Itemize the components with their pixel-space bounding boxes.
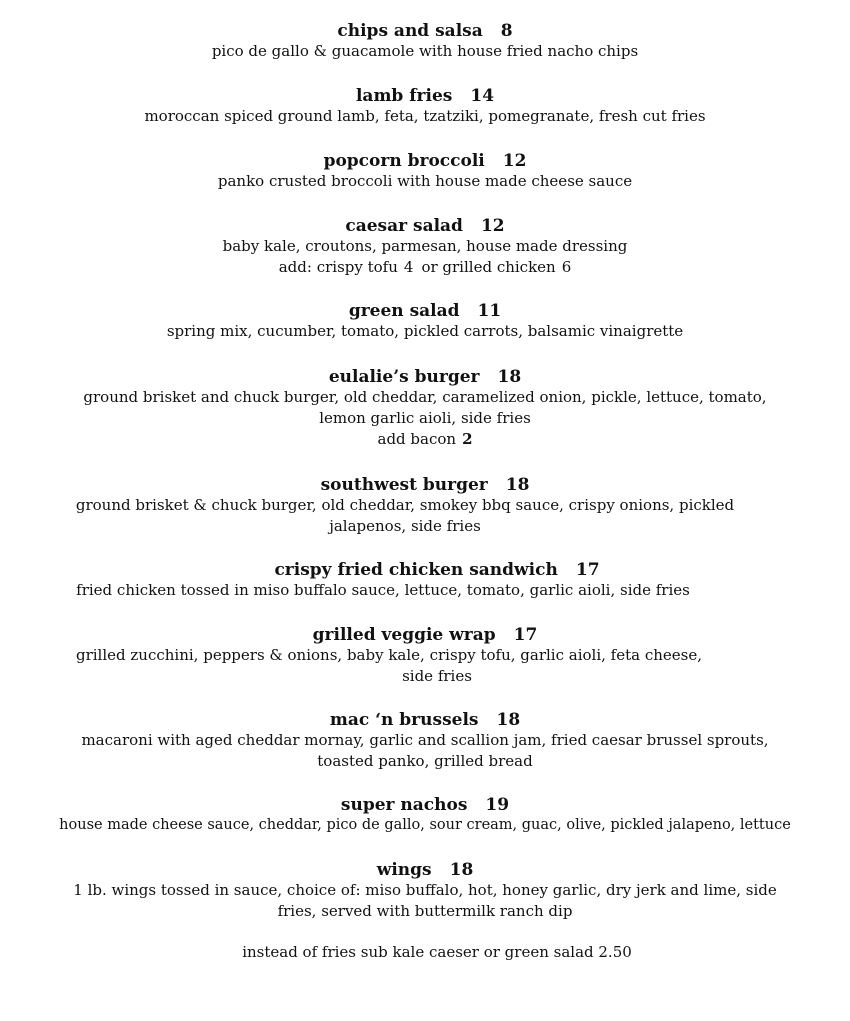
menu-item-green-salad xyxy=(0,301,850,342)
item-title xyxy=(0,301,850,321)
menu-item-popcorn-broccoli xyxy=(0,151,850,192)
menu-item-eulalies-burger xyxy=(0,367,850,450)
item-title xyxy=(0,560,850,580)
item-price: 18 xyxy=(449,860,474,880)
item-description: toasted panko, grilled bread xyxy=(317,752,533,770)
item-name: grilled veggie wrap xyxy=(312,625,496,645)
menu-item-wings xyxy=(0,860,850,922)
item-description: panko crusted broccoli with house made cheese sauce xyxy=(217,172,633,190)
item-description: fried chicken tossed in miso buffalo sauce, lettuce, tomato, garlic aioli, side fries xyxy=(76,581,690,599)
item-description: grilled zucchini, peppers & onions, baby kale, crispy tofu, garlic aioli, feta cheese, xyxy=(75,646,702,664)
item-name: wings xyxy=(376,860,432,880)
menu-item-caesar-salad xyxy=(0,216,850,278)
item-price: 18 xyxy=(497,367,522,387)
item-title xyxy=(0,860,850,880)
item-name: crispy fried chicken sandwich xyxy=(274,560,558,580)
menu-item-mac-n-brussels xyxy=(0,710,850,772)
item-price: 18 xyxy=(505,475,530,495)
item-addons xyxy=(0,257,850,278)
item-price: 11 xyxy=(477,301,502,321)
item-title xyxy=(0,795,850,815)
item-price: 12 xyxy=(502,151,527,171)
item-description: lemon garlic aioli, side fries xyxy=(319,409,531,427)
item-price: 17 xyxy=(575,560,600,580)
item-title xyxy=(0,86,850,106)
item-description: house made cheese sauce, cheddar, pico de gallo, sour cream, guac, olive, pickled jalapeno, lettuce xyxy=(59,817,791,833)
item-title xyxy=(0,625,850,645)
item-title xyxy=(0,151,850,171)
item-name: caesar salad xyxy=(345,216,463,236)
item-description: 1 lb. wings tossed in sauce, choice of: miso buffalo, hot, honey garlic, dry jerk and lime, side xyxy=(73,881,777,899)
item-price: 14 xyxy=(470,86,495,106)
item-name: lamb fries xyxy=(355,86,453,106)
addon-price: 4 xyxy=(403,258,414,276)
item-price: 17 xyxy=(513,625,538,645)
item-price: 8 xyxy=(500,21,513,41)
menu-item-super-nachos xyxy=(0,795,850,836)
item-name: super nachos xyxy=(340,795,468,815)
addon-label: add: crispy tofu xyxy=(278,258,398,276)
item-name: green salad xyxy=(348,301,460,321)
item-name: chips and salsa xyxy=(337,21,483,41)
item-price: 12 xyxy=(480,216,505,236)
item-title xyxy=(0,21,850,41)
menu-item-lamb-fries xyxy=(0,86,850,127)
item-description: spring mix, cucumber, tomato, pickled carrots, balsamic vinaigrette xyxy=(166,322,684,340)
item-title xyxy=(0,216,850,236)
item-description: macaroni with aged cheddar mornay, garlic and scallion jam, fried caesar brussel sprouts, xyxy=(81,731,769,749)
item-description: ground brisket & chuck burger, old cheddar, smokey bbq sauce, crispy onions, pickled xyxy=(75,496,735,514)
menu-item-chips-and-salsa xyxy=(0,21,850,62)
sides-substitution-note: instead of fries sub kale caeser or green salad 2.50 xyxy=(242,943,632,961)
item-description: baby kale, croutons, parmesan, house made dressing xyxy=(222,237,628,255)
item-description: side fries xyxy=(402,667,472,685)
item-price: 19 xyxy=(485,795,510,815)
item-name: eulalie’s burger xyxy=(328,367,480,387)
addon-label: add bacon xyxy=(377,430,457,448)
menu-item-crispy-fried-chicken-sandwich xyxy=(0,560,850,601)
item-price: 18 xyxy=(496,710,521,730)
item-description: pico de gallo & guacamole with house fried nacho chips xyxy=(211,42,639,60)
item-name: popcorn broccoli xyxy=(323,151,485,171)
item-title xyxy=(0,475,850,495)
menu-item-grilled-veggie-wrap xyxy=(0,625,850,687)
addon-price: 6 xyxy=(561,258,572,276)
addon-label: or grilled chicken xyxy=(421,258,556,276)
item-description: fries, served with buttermilk ranch dip xyxy=(277,902,573,920)
item-title xyxy=(0,367,850,387)
item-description: jalapenos, side fries xyxy=(329,517,481,535)
item-title xyxy=(0,710,850,730)
addon-price: 2 xyxy=(462,430,473,448)
menu-item-southwest-burger xyxy=(0,475,850,537)
item-addon xyxy=(0,429,850,450)
item-name: southwest burger xyxy=(320,475,488,495)
item-name: mac ‘n brussels xyxy=(329,710,479,730)
item-description: moroccan spiced ground lamb, feta, tzatziki, pomegranate, fresh cut fries xyxy=(144,107,706,125)
item-description: ground brisket and chuck burger, old cheddar, caramelized onion, pickle, lettuce, tomato, xyxy=(83,388,767,406)
